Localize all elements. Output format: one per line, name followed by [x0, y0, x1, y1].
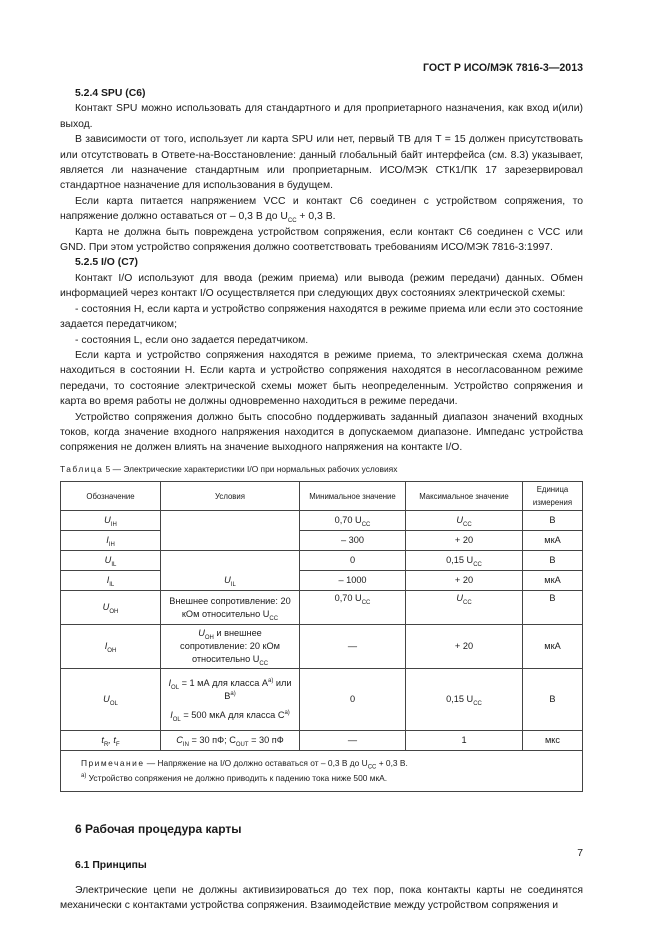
unit-cell: мкА: [523, 571, 583, 591]
symbol-cell: $t_R$, $t_F$: [61, 731, 161, 751]
max-cell: + 20: [406, 531, 523, 551]
header-cell: Обозначение: [61, 482, 161, 511]
max-cell: 1: [406, 731, 523, 751]
s525-paragraph-2: Если карта и устройство сопряжения находятся в режиме приема, то электрическая схема должна находиться в состоянии H. Если карта и устройство сопряжения находятся в несогласованном режиме передачи, то состояние электрической схемы может быть неопределенным. Устройство сопряжения и карта во время работы не должны одновременно находиться в режиме передачи.: [60, 349, 583, 408]
symbol-cell: $I_{IH}$: [61, 531, 161, 551]
s524-paragraph-1: Контакт SPU можно использовать для стандартного и для проприетарного назначения, как вход и(или) выход.: [60, 103, 583, 130]
table-note-row: [61, 751, 583, 792]
unit-cell: В: [523, 551, 583, 571]
table-row: [61, 571, 583, 591]
table-row: [61, 591, 583, 625]
section-6-1-title: 6.1 Принципы: [75, 859, 147, 871]
page-number: 7: [577, 848, 583, 859]
unit-cell: мкА: [523, 625, 583, 669]
condition-cell: $U_{OH}$ и внешнее сопротивление: 20 кОм относительно $U_{CC}$: [161, 625, 300, 669]
min-cell: 0: [300, 669, 406, 731]
unit-cell: В: [523, 669, 583, 731]
header-cell: Условия: [161, 482, 300, 511]
min-cell: —: [300, 625, 406, 669]
table-row: [61, 625, 583, 669]
s524-paragraph-4: Карта не должна быть повреждена устройством сопряжения, если контакт C6 соединен с VCC или GND. При этом устройство сопряжения должно соответствовать требованиям ИСО/МЭК 7816-3:1997.: [60, 226, 583, 254]
s525-list-item-2: - состояния L, если оно задается передатчиком.: [75, 334, 309, 346]
header-cell: Максимальное значение: [406, 482, 523, 511]
condition-cell: $I_{OL} = 1$ мА для класса $A^{a)}$ или $B^{a)}$ $I_{OL} = 500$ мкА для класса $C^{a)}$: [161, 669, 300, 731]
condition-cell: $U_{IL}$: [161, 551, 300, 591]
document-header: ГОСТ Р ИСО/МЭК 7816-3—2013: [422, 62, 583, 74]
s525-list-item-1: - состояния H, если карта и устройство сопряжения находятся в режиме приема или если это состояние задается передатчиком;: [60, 303, 583, 331]
table-caption: Таблица 5 — Электрические характеристики I/O при нормальных рабочих условиях: [60, 463, 398, 474]
table-row: [61, 551, 583, 571]
io-characteristics-table: [60, 481, 583, 792]
table-row: [61, 511, 583, 531]
condition-cell: $C_{IN} = 30$ пФ; $C_{OUT} = 30$ пФ: [161, 731, 300, 751]
max-cell: 0,15 $U_{CC}$: [406, 669, 523, 731]
table-header-row: [61, 482, 583, 511]
table-row: [61, 731, 583, 751]
unit-cell: мкс: [523, 731, 583, 751]
header-cell: Единица измерения: [523, 482, 583, 511]
s524-paragraph-2: В зависимости от того, использует ли карта SPU или нет, первый TB для T = 15 должен присутствовать или отсутствовать в Ответе-на-Восстановление: данный глобальный байт интерфейса (см. 8.3) указывает, является ли назначение стандартным или проприетарным. ИСО/МЭК СТК1/ПК 17 зарезервировал стандартное назначение для использования в будущем.: [60, 134, 583, 192]
max-cell: + 20: [406, 625, 523, 669]
table-row: [61, 531, 583, 551]
max-cell: $U_{CC}$: [406, 511, 523, 531]
s524-paragraph-3: Если карта питается напряжением VCC и контакт C6 соединен с устройством сопряжения, то напряжение должно оставаться от – 0,3 В до $U_{CC} + 0,3$ В.: [60, 195, 583, 225]
symbol-cell: $U_{IH}$: [61, 511, 161, 531]
section-5-2-5-title: 5.2.5 I/O (C7): [75, 257, 138, 269]
min-cell: —: [300, 731, 406, 751]
unit-cell: В: [523, 591, 583, 625]
min-cell: – 300: [300, 531, 406, 551]
symbol-cell: $I_{IL}$: [61, 571, 161, 591]
s525-paragraph-1: Контакт I/O используют для ввода (режим приема) или вывода (режим передачи) данных. Обмен информацией через контакт I/O осуществляется при следующих двух состояниях электрической схемы:: [60, 272, 583, 300]
symbol-cell: $U_{IL}$: [61, 551, 161, 571]
unit-cell: мкА: [523, 531, 583, 551]
symbol-cell: $U_{OH}$: [61, 591, 161, 625]
symbol-cell: $I_{OH}$: [61, 625, 161, 669]
condition-cell: [161, 511, 300, 551]
table-row: [61, 669, 583, 731]
max-cell: $U_{CC}$: [406, 591, 523, 625]
min-cell: 0,70 $U_{CC}$: [300, 591, 406, 625]
unit-cell: В: [523, 511, 583, 531]
section-5-2-4-title: 5.2.4 SPU (C6): [75, 88, 146, 99]
s525-paragraph-3: Устройство сопряжения должно быть способно поддерживать заданный диапазон значений входных токов, когда значение входного напряжения находится в допускаемом диапазоне. Импеданс устройства сопряжения не должен влиять на значение выходного напряжения на контакте I/O.: [60, 411, 583, 454]
condition-cell: Внешнее сопротивление: 20 кОм относительно $U_{CC}$: [161, 591, 300, 625]
page-content: [60, 86, 583, 914]
s61-paragraph-1: Электрические цепи не должны активизироваться до тех пор, пока контакты карты не соединятся механически с контактами устройства сопряжения. Взаимодействие между устройством сопряжения и: [60, 884, 583, 912]
max-cell: 0,15 $U_{CC}$: [406, 551, 523, 571]
table-note: Примечание — Напряжение на I/O должно оставаться от – 0,3 В до $U_{CC} + 0,3$ В. $^{a)}$ Устройство сопряжения не должно приводить к падению тока ниже 500 мкА.: [61, 751, 583, 792]
min-cell: – 1000: [300, 571, 406, 591]
section-6-title: 6 Рабочая процедура карты: [75, 822, 242, 837]
max-cell: + 20: [406, 571, 523, 591]
header-cell: Минимальное значение: [300, 482, 406, 511]
min-cell: 0,70 $U_{CC}$: [300, 511, 406, 531]
symbol-cell: $U_{OL}$: [61, 669, 161, 731]
min-cell: 0: [300, 551, 406, 571]
